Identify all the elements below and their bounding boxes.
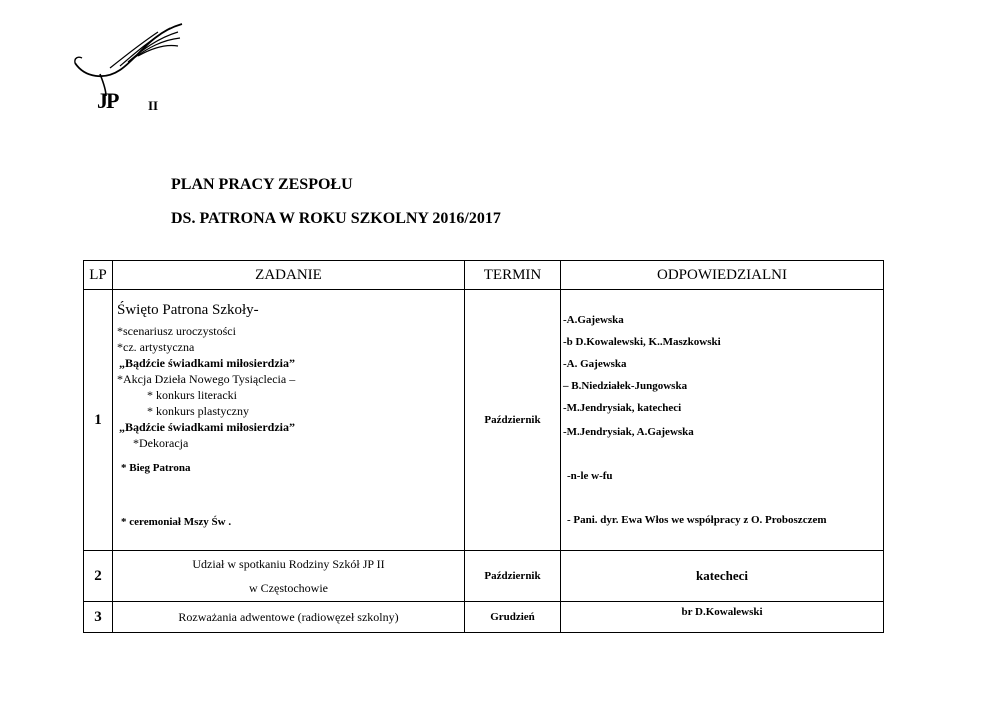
term-cell: Październik — [465, 551, 561, 602]
responsible-cell — [561, 290, 884, 551]
responsible-line: -b D.Kowalewski, K..Maszkowski — [563, 336, 721, 348]
table-row — [84, 290, 884, 551]
dove-icon — [70, 18, 190, 98]
task-line: „Bądźcie świadkami miłosierdzia” — [119, 356, 295, 370]
task-line: * Bieg Patrona — [121, 462, 191, 474]
term-cell: Grudzień — [465, 602, 561, 633]
plan-table — [83, 260, 884, 633]
table-row — [84, 602, 884, 633]
header-responsible: ODPOWIEDZIALNI — [561, 261, 884, 290]
task-line: * konkurs plastyczny — [147, 404, 249, 418]
responsible-line: – B.Niedziałek-Jungowska — [563, 380, 688, 392]
task-cell: Rozważania adwentowe (radiowęzeł szkolny) — [113, 602, 465, 633]
responsible-cell: br D.Kowalewski — [561, 602, 884, 633]
header-task: ZADANIE — [113, 261, 465, 290]
logo-jp-text: JP — [97, 88, 118, 113]
table-header-row — [84, 261, 884, 290]
task-cell — [113, 551, 465, 602]
header-term: TERMIN — [465, 261, 561, 290]
page-title-line2: DS. PATRONA W ROKU SZKOLNY 2016/2017 — [171, 210, 501, 227]
logo-ii-text: II — [148, 98, 159, 113]
task-line: *Akcja Dzieła Nowego Tysiąclecia – — [117, 372, 296, 386]
table-row — [84, 551, 884, 602]
logo — [70, 18, 190, 118]
task-cell — [113, 290, 465, 551]
task-line: *cz. artystyczna — [117, 340, 195, 354]
task-line: „Bądźcie świadkami miłosierdzia” — [119, 420, 295, 434]
responsible-line: -A. Gajewska — [563, 358, 627, 370]
term-cell: Październik — [465, 290, 561, 551]
responsible-cell: katecheci — [561, 551, 884, 602]
task-line: Udział w spotkaniu Rodziny Szkół JP II — [192, 557, 385, 571]
row-number: 1 — [84, 290, 113, 551]
responsible-line: -M.Jendrysiak, A.Gajewska — [563, 426, 694, 438]
task-line: * ceremoniał Mszy Św . — [121, 516, 232, 528]
row-number: 2 — [84, 551, 113, 602]
responsible-line: -A.Gajewska — [563, 314, 624, 326]
task-line: Święto Patrona Szkoły- — [117, 302, 259, 318]
task-line: *Dekoracja — [133, 436, 189, 450]
task-line: w Częstochowie — [249, 581, 328, 595]
header-lp: LP — [84, 261, 113, 290]
task-line: * konkurs literacki — [147, 388, 237, 402]
responsible-line: - Pani. dyr. Ewa Włos we współpracy z O. Proboszczem — [567, 514, 827, 526]
task-line: *scenariusz uroczystości — [117, 324, 236, 338]
row-number: 3 — [84, 602, 113, 633]
responsible-line: -M.Jendrysiak, katecheci — [563, 402, 682, 414]
page-title-line1: PLAN PRACY ZESPOŁU — [171, 176, 353, 193]
responsible-line: -n-le w-fu — [567, 470, 613, 482]
